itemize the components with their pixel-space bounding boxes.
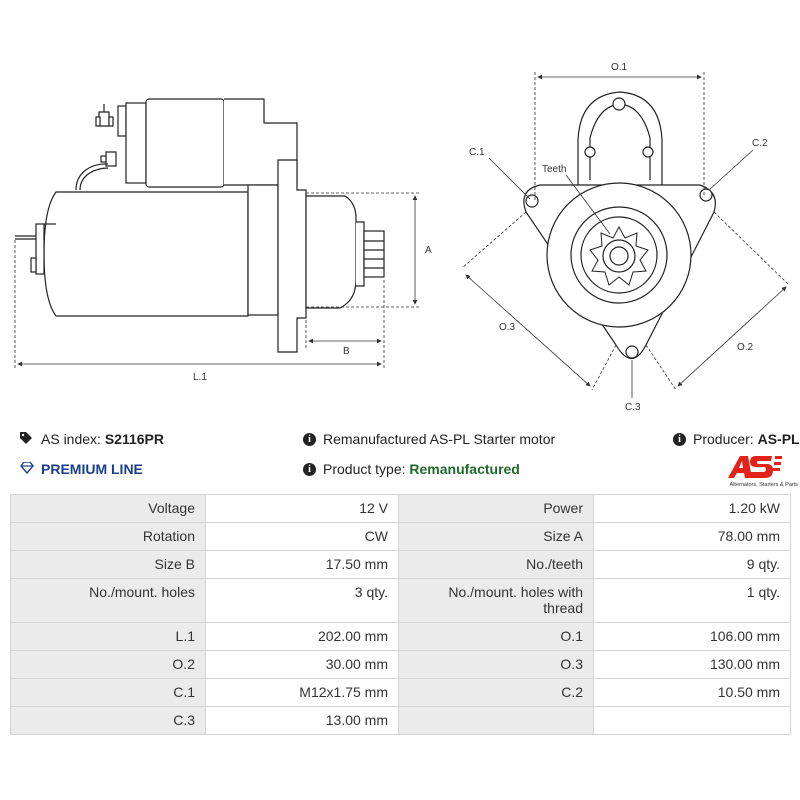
premium-line-text: PREMIUM LINE (41, 461, 143, 477)
producer-label: Producer: (693, 431, 754, 447)
dim-label-b: B (343, 346, 350, 357)
dim-label-o1: O.1 (611, 62, 628, 73)
logo-tagline: Alternators, Starters & Parts (729, 482, 798, 488)
front-view-drawing (524, 92, 716, 359)
product-type-label: Product type: (323, 461, 406, 477)
dim-label-c3: C.3 (625, 402, 641, 413)
spec-row (11, 623, 791, 651)
info-icon: i (303, 463, 316, 476)
producer (673, 431, 800, 447)
info-icon: i (673, 433, 686, 446)
spec-value: M12x1.75 mm (206, 679, 399, 707)
spec-key: L.1 (11, 623, 206, 651)
spec-value: 9 qty. (594, 551, 791, 579)
teeth-label: Teeth (542, 164, 567, 175)
spec-key: C.2 (399, 679, 594, 707)
spec-value: 13.00 mm (206, 707, 399, 735)
spec-value: 78.00 mm (594, 523, 791, 551)
spec-key: C.1 (11, 679, 206, 707)
spec-value: 130.00 mm (594, 651, 791, 679)
spec-row (11, 523, 791, 551)
info-icon: i (303, 433, 316, 446)
spec-key: Power (399, 495, 594, 523)
as-index-label: AS index: (41, 431, 101, 447)
product-description (303, 431, 555, 447)
spec-row (11, 651, 791, 679)
spec-row (11, 707, 791, 735)
spec-key (399, 707, 594, 735)
spec-value: 3 qty. (206, 579, 399, 623)
spec-value: CW (206, 523, 399, 551)
dim-label-c2: C.2 (752, 138, 768, 149)
as-index-value: S2116PR (104, 431, 164, 447)
spec-key: No./mount. holes (11, 579, 206, 623)
spec-value: 30.00 mm (206, 651, 399, 679)
spec-value (594, 707, 791, 735)
spec-row (11, 679, 791, 707)
spec-key: No./mount. holes with thread (399, 579, 594, 623)
spec-value: 106.00 mm (594, 623, 791, 651)
producer-value: AS-PL (757, 431, 800, 447)
spec-key: C.3 (11, 707, 206, 735)
as-index (20, 431, 164, 447)
spec-value: 10.50 mm (594, 679, 791, 707)
spec-value: 1 qty. (594, 579, 791, 623)
spec-key: Size B (11, 551, 206, 579)
specifications-table (10, 494, 791, 735)
spec-key: Rotation (11, 523, 206, 551)
spec-key: No./teeth (399, 551, 594, 579)
spec-row (11, 495, 791, 523)
spec-key: O.3 (399, 651, 594, 679)
spec-key: Size A (399, 523, 594, 551)
premium-line (20, 461, 143, 477)
product-type-value: Remanufactured (409, 461, 520, 477)
spec-row (11, 579, 791, 623)
as-logo (712, 452, 800, 492)
tag-icon (20, 431, 34, 447)
spec-value: 17.50 mm (206, 551, 399, 579)
spec-row (11, 551, 791, 579)
dim-label-o3: O.3 (499, 322, 516, 333)
dim-label-a: A (425, 245, 432, 256)
spec-key: O.1 (399, 623, 594, 651)
description-text: Remanufactured AS-PL Starter motor (323, 431, 556, 447)
diamond-icon (20, 461, 34, 477)
side-view-drawing (15, 99, 384, 352)
spec-value: 202.00 mm (206, 623, 399, 651)
dim-label-c1: C.1 (469, 147, 485, 158)
spec-value: 12 V (206, 495, 399, 523)
dim-label-o2: O.2 (737, 342, 754, 353)
spec-value: 1.20 kW (594, 495, 791, 523)
dim-label-l1: L.1 (193, 372, 207, 383)
product-type (303, 461, 520, 477)
spec-key: O.2 (11, 651, 206, 679)
spec-key: Voltage (11, 495, 206, 523)
